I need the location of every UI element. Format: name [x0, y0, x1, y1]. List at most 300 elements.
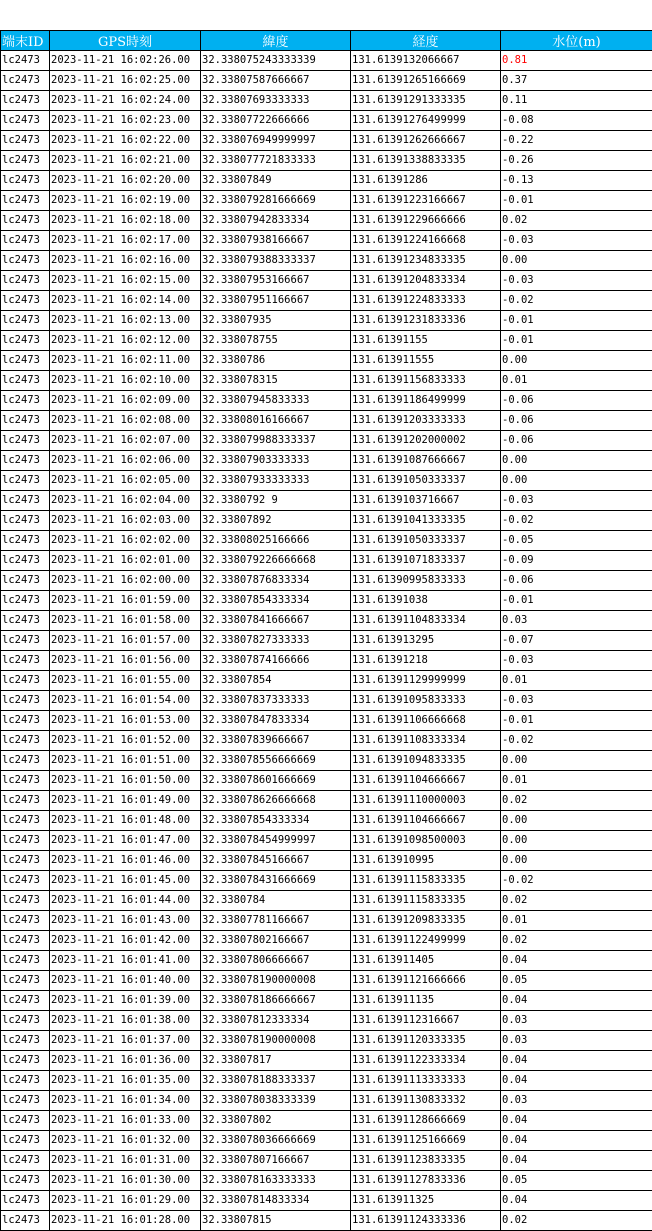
cell-latitude: 32.338078190000008: [201, 1031, 351, 1051]
cell-terminal-id: lc2473: [1, 451, 50, 471]
table-row[interactable]: [1, 131, 652, 151]
cell-terminal-id: lc2473: [1, 571, 50, 591]
table-row[interactable]: [1, 1211, 652, 1231]
cell-gps-time: 2023-11-21 16:01:34.00: [50, 1091, 201, 1111]
cell-terminal-id: lc2473: [1, 291, 50, 311]
cell-terminal-id: lc2473: [1, 191, 50, 211]
cell-gps-time: 2023-11-21 16:02:05.00: [50, 471, 201, 491]
cell-water-level: -0.01: [501, 191, 652, 211]
cell-longitude: 131.613911325: [351, 1191, 501, 1211]
cell-water-level: -0.02: [501, 731, 652, 751]
cell-longitude: 131.61391224833333: [351, 291, 501, 311]
cell-latitude: 32.33807841666667: [201, 611, 351, 631]
cell-longitude: 131.61390995833333: [351, 571, 501, 591]
cell-latitude: 32.33807933333333: [201, 471, 351, 491]
table-row[interactable]: [1, 891, 652, 911]
cell-water-level: 0.01: [501, 771, 652, 791]
cell-water-level: 0.04: [501, 991, 652, 1011]
cell-latitude: 32.33807587666667: [201, 71, 351, 91]
table-row[interactable]: [1, 111, 652, 131]
cell-water-level: -0.03: [501, 271, 652, 291]
table-row[interactable]: [1, 331, 652, 351]
cell-water-level: 0.04: [501, 1111, 652, 1131]
cell-water-level: 0.02: [501, 791, 652, 811]
table-row[interactable]: [1, 391, 652, 411]
header-gps-time[interactable]: GPS時刻: [50, 31, 201, 51]
cell-longitude: 131.61391108333334: [351, 731, 501, 751]
table-row[interactable]: [1, 151, 652, 171]
cell-latitude: 32.338079226666668: [201, 551, 351, 571]
table-row[interactable]: [1, 1191, 652, 1211]
cell-gps-time: 2023-11-21 16:01:48.00: [50, 811, 201, 831]
cell-gps-time: 2023-11-21 16:02:13.00: [50, 311, 201, 331]
cell-longitude: 131.61391338833335: [351, 151, 501, 171]
cell-latitude: 32.338078163333333: [201, 1171, 351, 1191]
cell-gps-time: 2023-11-21 16:01:28.00: [50, 1211, 201, 1231]
cell-latitude: 32.33807693333333: [201, 91, 351, 111]
cell-longitude: 131.61391094833335: [351, 751, 501, 771]
table-row[interactable]: [1, 731, 652, 751]
table-body: [1, 51, 652, 1231]
cell-latitude: 32.338078556666669: [201, 751, 351, 771]
cell-longitude: 131.61391186499999: [351, 391, 501, 411]
cell-latitude: 32.3380786: [201, 351, 351, 371]
cell-gps-time: 2023-11-21 16:02:01.00: [50, 551, 201, 571]
table-row[interactable]: [1, 551, 652, 571]
cell-gps-time: 2023-11-21 16:01:52.00: [50, 731, 201, 751]
cell-gps-time: 2023-11-21 16:02:08.00: [50, 411, 201, 431]
cell-gps-time: 2023-11-21 16:02:19.00: [50, 191, 201, 211]
cell-latitude: 32.3380792 9: [201, 491, 351, 511]
cell-water-level: 0.00: [501, 811, 652, 831]
cell-gps-time: 2023-11-21 16:01:39.00: [50, 991, 201, 1011]
cell-longitude: 131.61391071833337: [351, 551, 501, 571]
cell-latitude: 32.33807837333333: [201, 691, 351, 711]
cell-terminal-id: lc2473: [1, 591, 50, 611]
cell-terminal-id: lc2473: [1, 211, 50, 231]
table-row[interactable]: [1, 271, 652, 291]
table-row[interactable]: [1, 871, 652, 891]
table-row[interactable]: [1, 351, 652, 371]
cell-longitude: 131.61391121666666: [351, 971, 501, 991]
cell-terminal-id: lc2473: [1, 1191, 50, 1211]
cell-longitude: 131.61391125166669: [351, 1131, 501, 1151]
table-row[interactable]: [1, 1111, 652, 1131]
cell-gps-time: 2023-11-21 16:01:42.00: [50, 931, 201, 951]
cell-longitude: 131.61391203333333: [351, 411, 501, 431]
cell-longitude: 131.61391124333336: [351, 1211, 501, 1231]
cell-water-level: -0.06: [501, 391, 652, 411]
cell-water-level: -0.01: [501, 311, 652, 331]
cell-longitude: 131.6139103716667: [351, 491, 501, 511]
table-row[interactable]: [1, 1171, 652, 1191]
cell-gps-time: 2023-11-21 16:02:03.00: [50, 511, 201, 531]
cell-latitude: 32.33807845166667: [201, 851, 351, 871]
cell-longitude: 131.61391050333337: [351, 471, 501, 491]
table-row[interactable]: [1, 51, 652, 71]
cell-gps-time: 2023-11-21 16:02:02.00: [50, 531, 201, 551]
cell-latitude: 32.33808016166667: [201, 411, 351, 431]
cell-latitude: 32.338078036666669: [201, 1131, 351, 1151]
cell-longitude: 131.61391122499999: [351, 931, 501, 951]
table-row[interactable]: [1, 611, 652, 631]
cell-latitude: 32.338078454999997: [201, 831, 351, 851]
table-row[interactable]: [1, 1051, 652, 1071]
table-row[interactable]: [1, 1091, 652, 1111]
table-row[interactable]: [1, 71, 652, 91]
cell-gps-time: 2023-11-21 16:01:29.00: [50, 1191, 201, 1211]
cell-gps-time: 2023-11-21 16:01:31.00: [50, 1151, 201, 1171]
cell-terminal-id: lc2473: [1, 411, 50, 431]
table-row[interactable]: [1, 431, 652, 451]
cell-terminal-id: lc2473: [1, 531, 50, 551]
table-row[interactable]: [1, 311, 652, 331]
cell-latitude: 32.33808025166666: [201, 531, 351, 551]
cell-terminal-id: lc2473: [1, 1011, 50, 1031]
cell-latitude: 32.33807722666666: [201, 111, 351, 131]
table-row[interactable]: [1, 671, 652, 691]
table-row[interactable]: [1, 811, 652, 831]
cell-longitude: 131.61391202000002: [351, 431, 501, 451]
table-row[interactable]: [1, 651, 652, 671]
cell-longitude: 131.61391110000003: [351, 791, 501, 811]
table-row[interactable]: [1, 591, 652, 611]
cell-latitude: 32.338078038333339: [201, 1091, 351, 1111]
cell-terminal-id: lc2473: [1, 491, 50, 511]
cell-water-level: -0.09: [501, 551, 652, 571]
cell-gps-time: 2023-11-21 16:01:49.00: [50, 791, 201, 811]
cell-latitude: 32.33807802166667: [201, 931, 351, 951]
cell-longitude: 131.61391098500003: [351, 831, 501, 851]
cell-latitude: 32.33807781166667: [201, 911, 351, 931]
cell-gps-time: 2023-11-21 16:02:21.00: [50, 151, 201, 171]
cell-water-level: 0.00: [501, 851, 652, 871]
cell-terminal-id: lc2473: [1, 611, 50, 631]
cell-terminal-id: lc2473: [1, 111, 50, 131]
cell-latitude: 32.338079988333337: [201, 431, 351, 451]
cell-longitude: 131.61391231833336: [351, 311, 501, 331]
cell-gps-time: 2023-11-21 16:02:23.00: [50, 111, 201, 131]
cell-longitude: 131.61391286: [351, 171, 501, 191]
cell-longitude: 131.61391050333337: [351, 531, 501, 551]
cell-latitude: 32.33807892: [201, 511, 351, 531]
cell-water-level: 0.04: [501, 1151, 652, 1171]
cell-water-level: 0.04: [501, 1071, 652, 1091]
cell-latitude: 32.33807854333334: [201, 811, 351, 831]
cell-terminal-id: lc2473: [1, 471, 50, 491]
cell-latitude: 32.33807945833333: [201, 391, 351, 411]
cell-gps-time: 2023-11-21 16:01:41.00: [50, 951, 201, 971]
table-row[interactable]: [1, 371, 652, 391]
cell-water-level: 0.11: [501, 91, 652, 111]
cell-gps-time: 2023-11-21 16:02:26.00: [50, 51, 201, 71]
cell-gps-time: 2023-11-21 16:01:30.00: [50, 1171, 201, 1191]
cell-terminal-id: lc2473: [1, 251, 50, 271]
cell-water-level: 0.04: [501, 951, 652, 971]
cell-terminal-id: lc2473: [1, 631, 50, 651]
cell-water-level: -0.26: [501, 151, 652, 171]
cell-latitude: 32.338078315: [201, 371, 351, 391]
cell-latitude: 32.33807839666667: [201, 731, 351, 751]
cell-terminal-id: lc2473: [1, 391, 50, 411]
table-row[interactable]: [1, 911, 652, 931]
cell-gps-time: 2023-11-21 16:02:14.00: [50, 291, 201, 311]
cell-water-level: 0.01: [501, 911, 652, 931]
cell-latitude: 32.33807854: [201, 671, 351, 691]
table-row[interactable]: [1, 931, 652, 951]
cell-terminal-id: lc2473: [1, 1071, 50, 1091]
cell-gps-time: 2023-11-21 16:01:33.00: [50, 1111, 201, 1131]
cell-longitude: 131.61391291333335: [351, 91, 501, 111]
cell-gps-time: 2023-11-21 16:02:10.00: [50, 371, 201, 391]
cell-terminal-id: lc2473: [1, 1051, 50, 1071]
cell-terminal-id: lc2473: [1, 911, 50, 931]
cell-longitude: 131.61391204833334: [351, 271, 501, 291]
cell-longitude: 131.6139112316667: [351, 1011, 501, 1031]
cell-longitude: 131.61391120333335: [351, 1031, 501, 1051]
cell-gps-time: 2023-11-21 16:01:51.00: [50, 751, 201, 771]
cell-terminal-id: lc2473: [1, 431, 50, 451]
cell-gps-time: 2023-11-21 16:02:20.00: [50, 171, 201, 191]
cell-longitude: 131.61391276499999: [351, 111, 501, 131]
cell-gps-time: 2023-11-21 16:01:53.00: [50, 711, 201, 731]
table-row[interactable]: [1, 691, 652, 711]
cell-gps-time: 2023-11-21 16:02:15.00: [50, 271, 201, 291]
cell-gps-time: 2023-11-21 16:01:56.00: [50, 651, 201, 671]
cell-gps-time: 2023-11-21 16:02:17.00: [50, 231, 201, 251]
cell-gps-time: 2023-11-21 16:01:37.00: [50, 1031, 201, 1051]
table-row[interactable]: [1, 1131, 652, 1151]
cell-latitude: 32.33807942833334: [201, 211, 351, 231]
cell-water-level: -0.05: [501, 531, 652, 551]
cell-water-level: -0.02: [501, 291, 652, 311]
table-row[interactable]: [1, 411, 652, 431]
cell-terminal-id: lc2473: [1, 511, 50, 531]
cell-latitude: 32.33807874166666: [201, 651, 351, 671]
cell-latitude: 32.33807938166667: [201, 231, 351, 251]
cell-longitude: 131.61391115833335: [351, 871, 501, 891]
cell-water-level: 0.01: [501, 371, 652, 391]
cell-gps-time: 2023-11-21 16:01:44.00: [50, 891, 201, 911]
cell-latitude: 32.338079281666669: [201, 191, 351, 211]
cell-water-level: -0.02: [501, 871, 652, 891]
cell-longitude: 131.61391129999999: [351, 671, 501, 691]
table-row[interactable]: [1, 211, 652, 231]
cell-terminal-id: lc2473: [1, 751, 50, 771]
cell-terminal-id: lc2473: [1, 991, 50, 1011]
cell-terminal-id: lc2473: [1, 1111, 50, 1131]
table-row[interactable]: [1, 191, 652, 211]
cell-longitude: 131.61391123833335: [351, 1151, 501, 1171]
cell-longitude: 131.61391127833336: [351, 1171, 501, 1191]
cell-terminal-id: lc2473: [1, 551, 50, 571]
cell-latitude: 32.338075243333339: [201, 51, 351, 71]
cell-water-level: -0.01: [501, 331, 652, 351]
cell-terminal-id: lc2473: [1, 851, 50, 871]
cell-longitude: 131.6139132066667: [351, 51, 501, 71]
cell-terminal-id: lc2473: [1, 1211, 50, 1231]
cell-water-level: -0.03: [501, 231, 652, 251]
cell-terminal-id: lc2473: [1, 231, 50, 251]
table-row[interactable]: [1, 491, 652, 511]
cell-terminal-id: lc2473: [1, 811, 50, 831]
cell-latitude: 32.3380784: [201, 891, 351, 911]
table-row[interactable]: [1, 531, 652, 551]
cell-longitude: 131.61391156833333: [351, 371, 501, 391]
cell-water-level: 0.00: [501, 471, 652, 491]
table-row[interactable]: [1, 291, 652, 311]
cell-longitude: 131.61391095833333: [351, 691, 501, 711]
table-row[interactable]: [1, 231, 652, 251]
table-row[interactable]: [1, 1031, 652, 1051]
cell-gps-time: 2023-11-21 16:01:59.00: [50, 591, 201, 611]
table-row[interactable]: [1, 851, 652, 871]
table-row[interactable]: [1, 991, 652, 1011]
header-longitude[interactable]: 経度: [351, 31, 501, 51]
cell-water-level: 0.02: [501, 211, 652, 231]
table-row[interactable]: [1, 251, 652, 271]
cell-longitude: 131.61391106666668: [351, 711, 501, 731]
cell-gps-time: 2023-11-21 16:02:12.00: [50, 331, 201, 351]
cell-latitude: 32.33807806666667: [201, 951, 351, 971]
cell-water-level: -0.06: [501, 411, 652, 431]
cell-water-level: 0.81: [501, 51, 652, 71]
header-latitude[interactable]: 緯度: [201, 31, 351, 51]
cell-gps-time: 2023-11-21 16:01:55.00: [50, 671, 201, 691]
cell-gps-time: 2023-11-21 16:01:36.00: [50, 1051, 201, 1071]
header-terminal-id[interactable]: 端末ID: [1, 31, 50, 51]
cell-terminal-id: lc2473: [1, 711, 50, 731]
table-row[interactable]: [1, 451, 652, 471]
cell-water-level: -0.06: [501, 571, 652, 591]
cell-longitude: 131.61391234833335: [351, 251, 501, 271]
cell-terminal-id: lc2473: [1, 951, 50, 971]
table-row[interactable]: [1, 631, 652, 651]
cell-terminal-id: lc2473: [1, 771, 50, 791]
table-row[interactable]: [1, 1011, 652, 1031]
cell-terminal-id: lc2473: [1, 651, 50, 671]
cell-longitude: 131.613911555: [351, 351, 501, 371]
water-level-table: [0, 30, 652, 1231]
cell-terminal-id: lc2473: [1, 1091, 50, 1111]
cell-terminal-id: lc2473: [1, 311, 50, 331]
cell-latitude: 32.33807812333334: [201, 1011, 351, 1031]
cell-longitude: 131.61391218: [351, 651, 501, 671]
cell-terminal-id: lc2473: [1, 1171, 50, 1191]
cell-terminal-id: lc2473: [1, 131, 50, 151]
cell-terminal-id: lc2473: [1, 171, 50, 191]
cell-water-level: -0.03: [501, 491, 652, 511]
cell-longitude: 131.61391104833334: [351, 611, 501, 631]
cell-latitude: 32.33807807166667: [201, 1151, 351, 1171]
cell-longitude: 131.61391113333333: [351, 1071, 501, 1091]
table-row[interactable]: [1, 971, 652, 991]
cell-latitude: 32.338078601666669: [201, 771, 351, 791]
cell-gps-time: 2023-11-21 16:01:54.00: [50, 691, 201, 711]
table-row[interactable]: [1, 471, 652, 491]
cell-water-level: 0.04: [501, 1191, 652, 1211]
cell-longitude: 131.613911405: [351, 951, 501, 971]
cell-water-level: -0.07: [501, 631, 652, 651]
cell-latitude: 32.338076949999997: [201, 131, 351, 151]
cell-water-level: 0.04: [501, 1051, 652, 1071]
table-row[interactable]: [1, 751, 652, 771]
cell-gps-time: 2023-11-21 16:01:43.00: [50, 911, 201, 931]
table-row[interactable]: [1, 711, 652, 731]
cell-longitude: 131.61391262666667: [351, 131, 501, 151]
cell-latitude: 32.33807817: [201, 1051, 351, 1071]
cell-latitude: 32.33807847833334: [201, 711, 351, 731]
table-row[interactable]: [1, 511, 652, 531]
cell-gps-time: 2023-11-21 16:02:07.00: [50, 431, 201, 451]
cell-water-level: -0.03: [501, 691, 652, 711]
cell-water-level: 0.00: [501, 831, 652, 851]
cell-water-level: 0.00: [501, 751, 652, 771]
cell-gps-time: 2023-11-21 16:01:35.00: [50, 1071, 201, 1091]
cell-water-level: 0.03: [501, 1031, 652, 1051]
cell-longitude: 131.61391265166669: [351, 71, 501, 91]
cell-gps-time: 2023-11-21 16:01:50.00: [50, 771, 201, 791]
cell-latitude: 32.33807814833334: [201, 1191, 351, 1211]
cell-longitude: 131.613913295: [351, 631, 501, 651]
cell-gps-time: 2023-11-21 16:02:18.00: [50, 211, 201, 231]
cell-gps-time: 2023-11-21 16:02:16.00: [50, 251, 201, 271]
cell-terminal-id: lc2473: [1, 151, 50, 171]
cell-longitude: 131.613911135: [351, 991, 501, 1011]
cell-terminal-id: lc2473: [1, 271, 50, 291]
table-row[interactable]: [1, 791, 652, 811]
cell-water-level: -0.01: [501, 711, 652, 731]
cell-gps-time: 2023-11-21 16:02:06.00: [50, 451, 201, 471]
cell-gps-time: 2023-11-21 16:02:25.00: [50, 71, 201, 91]
cell-gps-time: 2023-11-21 16:02:00.00: [50, 571, 201, 591]
cell-water-level: -0.13: [501, 171, 652, 191]
cell-terminal-id: lc2473: [1, 51, 50, 71]
cell-gps-time: 2023-11-21 16:01:40.00: [50, 971, 201, 991]
cell-gps-time: 2023-11-21 16:02:04.00: [50, 491, 201, 511]
cell-water-level: 0.04: [501, 1131, 652, 1151]
cell-terminal-id: lc2473: [1, 891, 50, 911]
cell-water-level: -0.01: [501, 591, 652, 611]
cell-water-level: 0.00: [501, 351, 652, 371]
cell-latitude: 32.338078190000008: [201, 971, 351, 991]
cell-latitude: 32.33807854333334: [201, 591, 351, 611]
cell-water-level: 0.37: [501, 71, 652, 91]
cell-water-level: 0.02: [501, 891, 652, 911]
table-row[interactable]: [1, 771, 652, 791]
table-row[interactable]: [1, 91, 652, 111]
cell-water-level: 0.03: [501, 611, 652, 631]
cell-terminal-id: lc2473: [1, 1151, 50, 1171]
cell-gps-time: 2023-11-21 16:01:45.00: [50, 871, 201, 891]
cell-longitude: 131.61391229666666: [351, 211, 501, 231]
table-row[interactable]: [1, 1071, 652, 1091]
cell-gps-time: 2023-11-21 16:01:32.00: [50, 1131, 201, 1151]
table-row[interactable]: [1, 831, 652, 851]
table-row[interactable]: [1, 171, 652, 191]
cell-latitude: 32.338078431666669: [201, 871, 351, 891]
cell-longitude: 131.61391122333334: [351, 1051, 501, 1071]
cell-terminal-id: lc2473: [1, 371, 50, 391]
cell-water-level: 0.01: [501, 671, 652, 691]
table-row[interactable]: [1, 571, 652, 591]
header-water-level[interactable]: 水位(m): [501, 31, 652, 51]
cell-latitude: 32.33807876833334: [201, 571, 351, 591]
table-row[interactable]: [1, 1151, 652, 1171]
table-row[interactable]: [1, 951, 652, 971]
cell-terminal-id: lc2473: [1, 971, 50, 991]
cell-terminal-id: lc2473: [1, 731, 50, 751]
